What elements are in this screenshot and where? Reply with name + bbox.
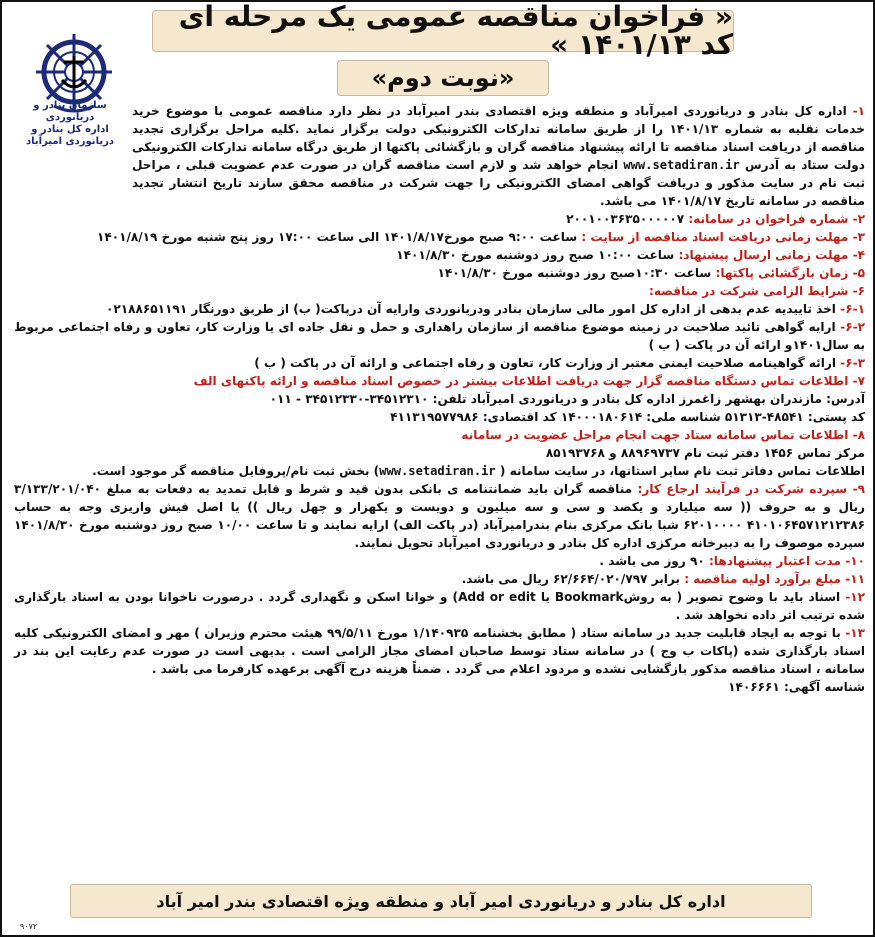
section-13-number: ۱۳- [845,626,865,640]
add-or-edit-term: Add or edit [458,590,536,604]
setad-contact-text-a: اطلاعات تماس دفاتر ثبت نام سایر استانها، در سایت سامانه ( [495,464,865,478]
section-11 [14,570,865,588]
section-12 [14,588,865,624]
section-6-3-number: ۶-۳- [840,356,865,370]
section-1-text-b: انجام خواهد شد و لازم است مناقصه گران در صورت عدم عضویت قبلی ، مراحل ثبت نام در سایت مذکور و دریافت گواهی امضای الکترونیکی را جهت شرکت در مناقصه محقق سازند تاریخ انتشار تجدید مناقصه در سامانه تاریخ ۱۴۰۱/۸/۱۷ می باشد. [132,158,865,208]
section-5-value: ساعت ۱۰:۳۰صبح روز دوشنبه مورخ ۱۴۰۱/۸/۳۰ [437,266,716,280]
section-7 [14,372,865,390]
section-12-text-c: ) و خوانا اسکن و نگهداری گردد . درصورت ناخوانا بودن به اسناد بارگذاری شده ترتیب اثر داده نخواهد شد . [14,590,865,622]
ad-id: شناسه آگهی: ۱۴۰۶۶۶۱ [728,680,865,694]
section-1-number: ۱- [852,104,865,118]
section-6 [14,282,865,300]
footer-text: اداره کل بنادر و دریانوردی امیر آباد و منطقه ویژه اقتصادی بندر امیر آباد [156,891,726,911]
section-9-label: ۹- سپرده شرکت در فرآیند ارجاع کار: [637,482,865,496]
logo-caption-line-1: سازمان بنادر و دریانوردی [33,100,107,123]
section-10-value: ۹۰ روز می باشد . [599,554,709,568]
section-7-label: ۷- اطلاعات تماس دستگاه مناقصه گزار جهت دریافت اطلاعات بیشتر در خصوص اسناد مناقصه و ارائه پاکتهای الف [193,374,865,388]
section-6-3-text: ارائه گواهینامه صلاحیت ایمنی معتبر از وزارت کار، تعاون و رفاه اجتماعی و ارائه آن در پاکت ( ب ) [254,356,841,370]
section-4 [14,246,865,264]
section-9-text: مناقصه گران باید ضمانتنامه ی بانکی بدون قید و شرط و قابل تمدید به دفعات به مبلغ ۳/۱۳۳/۲۰۱/۰۴۰ ریال و به حروف (( سه میلیارد و یکصد و سی و سه میلیون و دویست و یکهزار و چهل ریال )) یا اصل فیش واریزی وجه به حساب ۴۱۰۱۰۶۴۵۷۱۲۱۲۳۸۶ ۶۲۰۱۰۰۰۰ شبا بانک مرکزی بنام بندرامیرآباد (در پاکت الف) ارایه نمایند و تا ساعت ۱۰/۰۰ صبح روز دوشنبه مورخ ۱۴۰۱/۸/۳۰ سپرده موصوف را به دبیرخانه مرکزی اداره کل بنادر و دریانوردی امیرآباد تحویل نمایند. [14,482,866,550]
section-12-number: ۱۲- [845,590,865,604]
section-2-value: ۲۰۰۱۰۰۳۶۳۵۰۰۰۰۰۷ [566,212,689,226]
bookmark-term: Bookmark [554,590,624,604]
section-8 [14,426,865,444]
section-4-value: ساعت ۱۰:۰۰ صبح روز دوشنبه مورخ ۱۴۰۱/۸/۳۰ [396,248,679,262]
section-3-value: ساعت ۹:۰۰ صبح مورخ۱۴۰۱/۸/۱۷ الی ساعت ۱۷:۰۰ روز پنج شنبه مورخ ۱۴۰۱/۸/۱۹ [96,230,582,244]
setad-website-link[interactable]: www.setadiran.ir [623,158,740,172]
section-6-1 [14,300,865,318]
setad-contact-line-1: مرکز تماس ۱۴۵۶ دفتر ثبت نام ۸۸۹۶۹۷۳۷ و ۸۵۱۹۳۷۶۸ [545,446,865,460]
section-6-2-text: ارایه گواهی تائید صلاحیت در زمینه موضوع مناقصه از سازمان راهداری و حمل و نقل جاده ای یا وزارت کار، تعاون و رفاه اجتماعی مربوط به سال۱۴۰۱و ارائه آن در پاکت ( ب ) [14,320,865,352]
section-13 [14,624,865,678]
section-6-label: ۶- شرایط الزامی شرکت در مناقصه: [649,284,865,298]
section-4-label: ۴- مهلت زمانی ارسال پیشنهاد: [678,248,865,262]
address-line-1: آدرس: مازندران بهشهر زاغمرز اداره کل بنادر و دریانوردی امیرآباد تلفن: ۳۴۵۱۲۳۱۰-۳۴۵۱۲۳۳۰ - ۰۱۱ [269,392,865,406]
notice-body [14,102,865,882]
address-line-2: کد پستی: ۴۸۵۴۱-۵۱۳۱۳ شناسه ملی: ۱۴۰۰۰۱۸۰۶۱۴ کد اقتصادی: ۴۱۱۳۱۹۵۷۷۹۸۶ [390,410,865,424]
section-11-label: ۱۱- مبلغ برآورد اولیه مناقصه : [684,572,865,586]
section-6-2-number: ۶-۲- [840,320,865,334]
section-5 [14,264,865,282]
setad-website-link-2[interactable]: www.setadiran.ir [379,464,496,478]
page-title [152,0,734,61]
section-8-label: ۸- اطلاعات تماس سامانه ستاد جهت انجام مراحل عضویت در سامانه [461,428,865,442]
section-11-value: برابر ۶۲/۶۶۴/۰۲۰/۷۹۷ ریال می باشد. [461,572,685,586]
logo-caption-line-2: اداره کل بنادر و دریانوردی امیرآباد [26,124,114,147]
section-6-1-number: ۶-۱- [840,302,865,316]
section-3-label: ۳- مهلت زمانی دریافت اسناد مناقصه از سایت : [581,230,865,244]
footer-code: ۹۰۷۲ [20,922,38,931]
subtitle-text: «نوبت دوم» [371,64,515,92]
page-subtitle [337,60,549,96]
section-9 [14,480,865,552]
section-12-text-b: یا [535,590,555,604]
section-12-text-a: اسناد باید با وضوح تصویر ( به روش [623,590,846,604]
section-6-3 [14,354,865,372]
setad-contact-line-2 [14,462,865,480]
section-6-1-text: اخذ تاییدیه عدم بدهی از اداره کل امور مالی سازمان بنادر ودریانوردی وارایه آن درپاکت( ب) از طریق دورنگار ۰۲۱۸۸۶۵۱۱۹۱ [106,302,841,316]
section-13-text: با توجه به ایجاد قابلیت جدید در سامانه ستاد ( مطابق بخشنامه ۱/۱۴۰۹۳۵ مورخ ۹۹/۵/۱۱ هیئت محترم وزیران ) مهر و امضای الکترونیکی کلیه اسناد بارگذاری شده (پاکات ب وج ) در سامانه ستاد توسط صاحبان امضای مجاز الزامی است . بدیهی است در صورت عدم رعایت این بند در سامانه ، اسناد مناقصه مذکور بازگشایی نشده و مردود اعلام می گردد . ضمناً هزینه درج آگهی برعهده کارفرما می باشد . [14,626,865,676]
section-3 [14,228,865,246]
section-2-label: ۲- شماره فراخوان در سامانه: [688,212,865,226]
section-1 [14,102,865,210]
section-6-2 [14,318,865,354]
section-10-label: ۱۰- مدت اعتبار پیشنهادها: [708,554,865,568]
section-2 [14,210,865,228]
setad-contact-text-b: ) بخش ثبت نام/پروفایل مناقصه گر موجود است. [92,464,380,478]
section-10 [14,552,865,570]
footer-banner [70,884,812,918]
section-1-text-a: اداره کل بنادر و دریانوردی امیرآباد و منطقه ویژه اقتصادی بندر امیرآباد در نظر دارد مناقصه عمومی با موضوع خرید خدمات نقلیه به شماره ۱۴۰۱/۱۳ را از طریق سامانه تدارکات الکترونیکی دولت برگزار نماید .کلیه مراحل برگزاری تجدید مناقصه از دریافت اسناد مناقصه تا ارائه پیشنهاد مناقصه گران و بازگشائی پاکتها از طریق درگاه سامانه تدارکات الکترونیکی دولت ستاد به آدرس [132,104,865,172]
section-5-label: ۵- زمان بازگشائی پاکتها: [715,266,865,280]
title-text: « فراخوان مناقصه عمومی یک مرحله ای کد ۱۴۰۱/۱۳ » [178,0,733,61]
